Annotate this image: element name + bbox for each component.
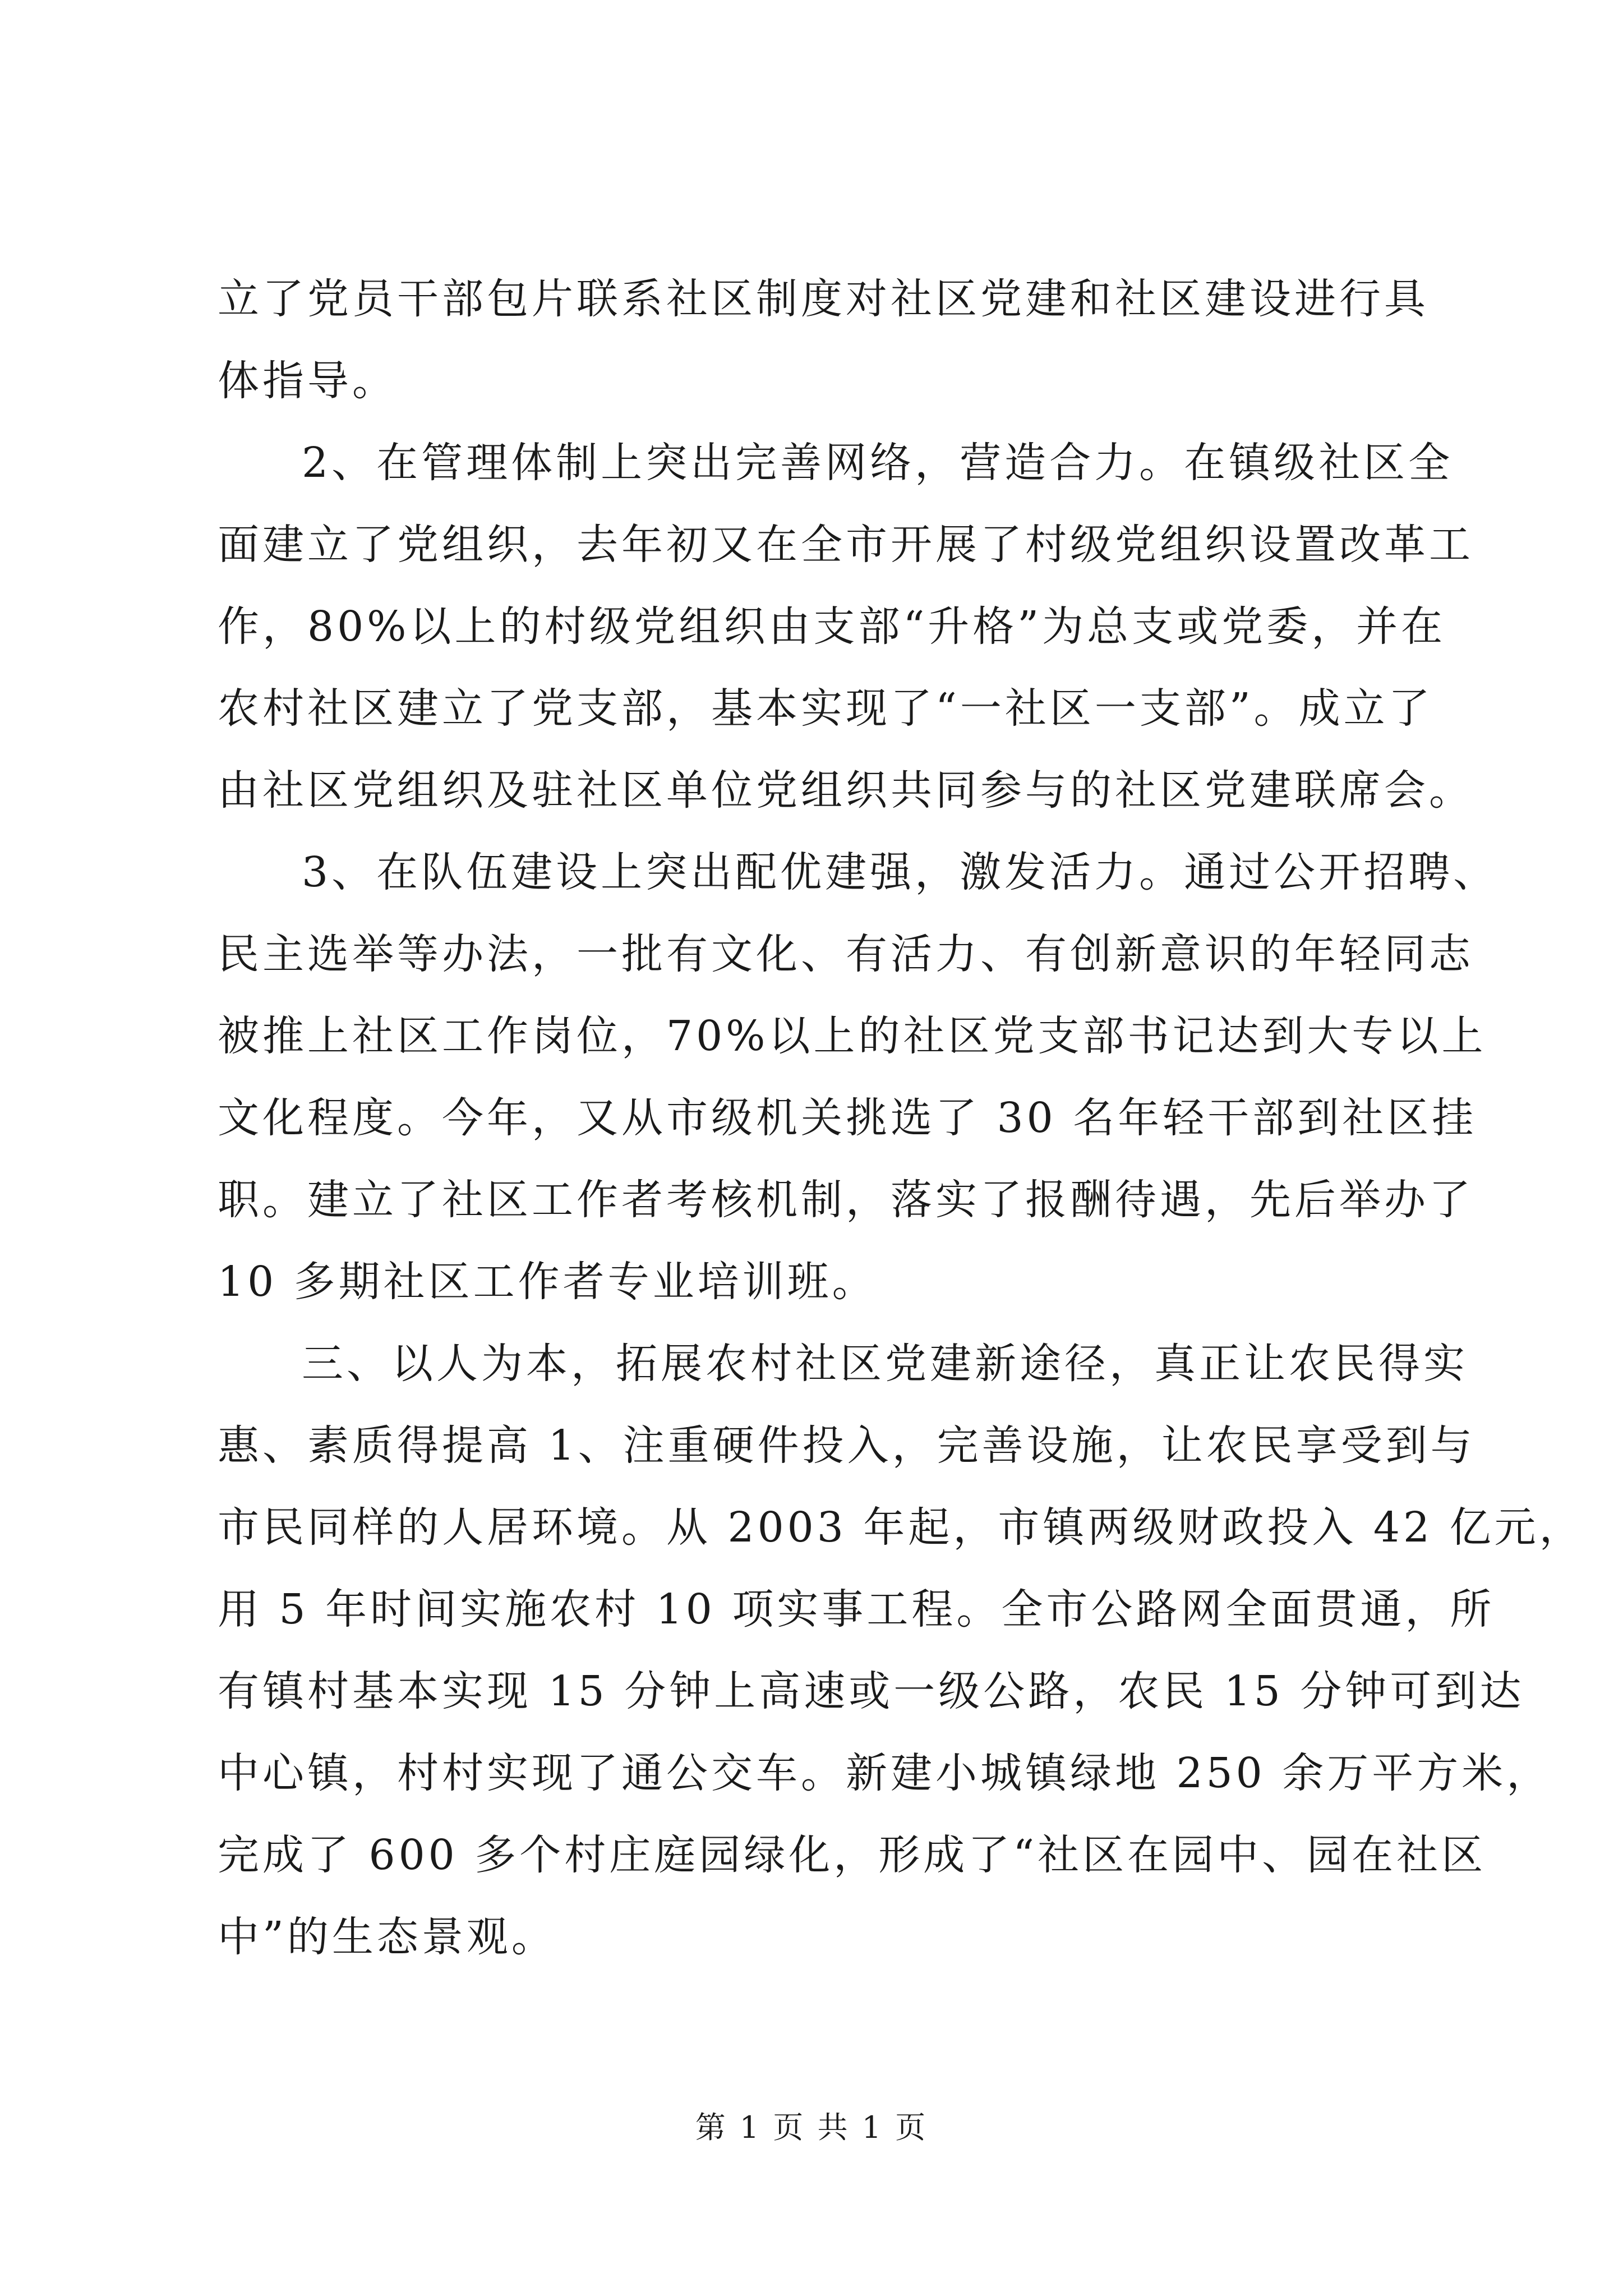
text-line: 体指导。 <box>218 357 397 405</box>
text-line: 作，80%以上的村级党组织由支部“升格”为总支或党委，并在 <box>218 602 1446 651</box>
document-body <box>218 258 1584 1978</box>
text-line: 中心镇，村村实现了通公交车。新建小城镇绿地 250 余万平方米， <box>218 1749 1552 1797</box>
paragraph-start-line: 2、在管理体制上突出完善网络，营造合力。在镇级社区全 <box>302 439 1454 487</box>
text-line: 市民同样的人居环境。从 2003 年起，市镇两级财政投入 42 亿元， <box>218 1503 1584 1552</box>
text-line: 民主选举等办法，一批有文化、有活力、有创新意识的年轻同志 <box>218 930 1474 978</box>
text-line: 有镇村基本实现 15 分钟上高速或一级公路，农民 15 分钟可到达 <box>218 1667 1525 1715</box>
text-line: 面建立了党组织，去年初又在全市开展了村级党组织设置改革工 <box>218 521 1474 569</box>
text-line: 中”的生态景观。 <box>218 1913 556 1961</box>
paragraph-start-line: 3、在队伍建设上突出配优建强，激发活力。通过公开招聘、 <box>302 848 1498 896</box>
text-line: 10 多期社区工作者专业培训班。 <box>218 1258 877 1306</box>
text-line: 用 5 年时间实施农村 10 项实事工程。全市公路网全面贯通，所 <box>218 1585 1495 1634</box>
text-line: 由社区党组织及驻社区单位党组织共同参与的社区党建联席会。 <box>218 766 1474 815</box>
paragraph-start-line: 三、以人为本，拓展农村社区党建新途径，真正让农民得实 <box>302 1340 1468 1388</box>
text-line: 惠、素质得提高 1、注重硬件投入，完善设施，让农民享受到与 <box>218 1421 1476 1470</box>
text-line: 被推上社区工作岗位，70%以上的社区党支部书记达到大专以上 <box>218 1012 1487 1060</box>
text-line: 完成了 600 多个村庄庭园绿化，形成了“社区在园中、园在社区 <box>218 1831 1487 1879</box>
page-number-footer: 第 1 页 共 1 页 <box>695 2110 928 2145</box>
text-line: 文化程度。今年，又从市级机关挑选了 30 名年轻干部到社区挂 <box>218 1094 1477 1142</box>
text-line: 职。建立了社区工作者考核机制，落实了报酬待遇，先后举办了 <box>218 1176 1474 1224</box>
text-line: 立了党员干部包片联系社区制度对社区党建和社区建设进行具 <box>218 275 1429 323</box>
text-line: 农村社区建立了党支部，基本实现了“一社区一支部”。成立了 <box>218 684 1433 733</box>
